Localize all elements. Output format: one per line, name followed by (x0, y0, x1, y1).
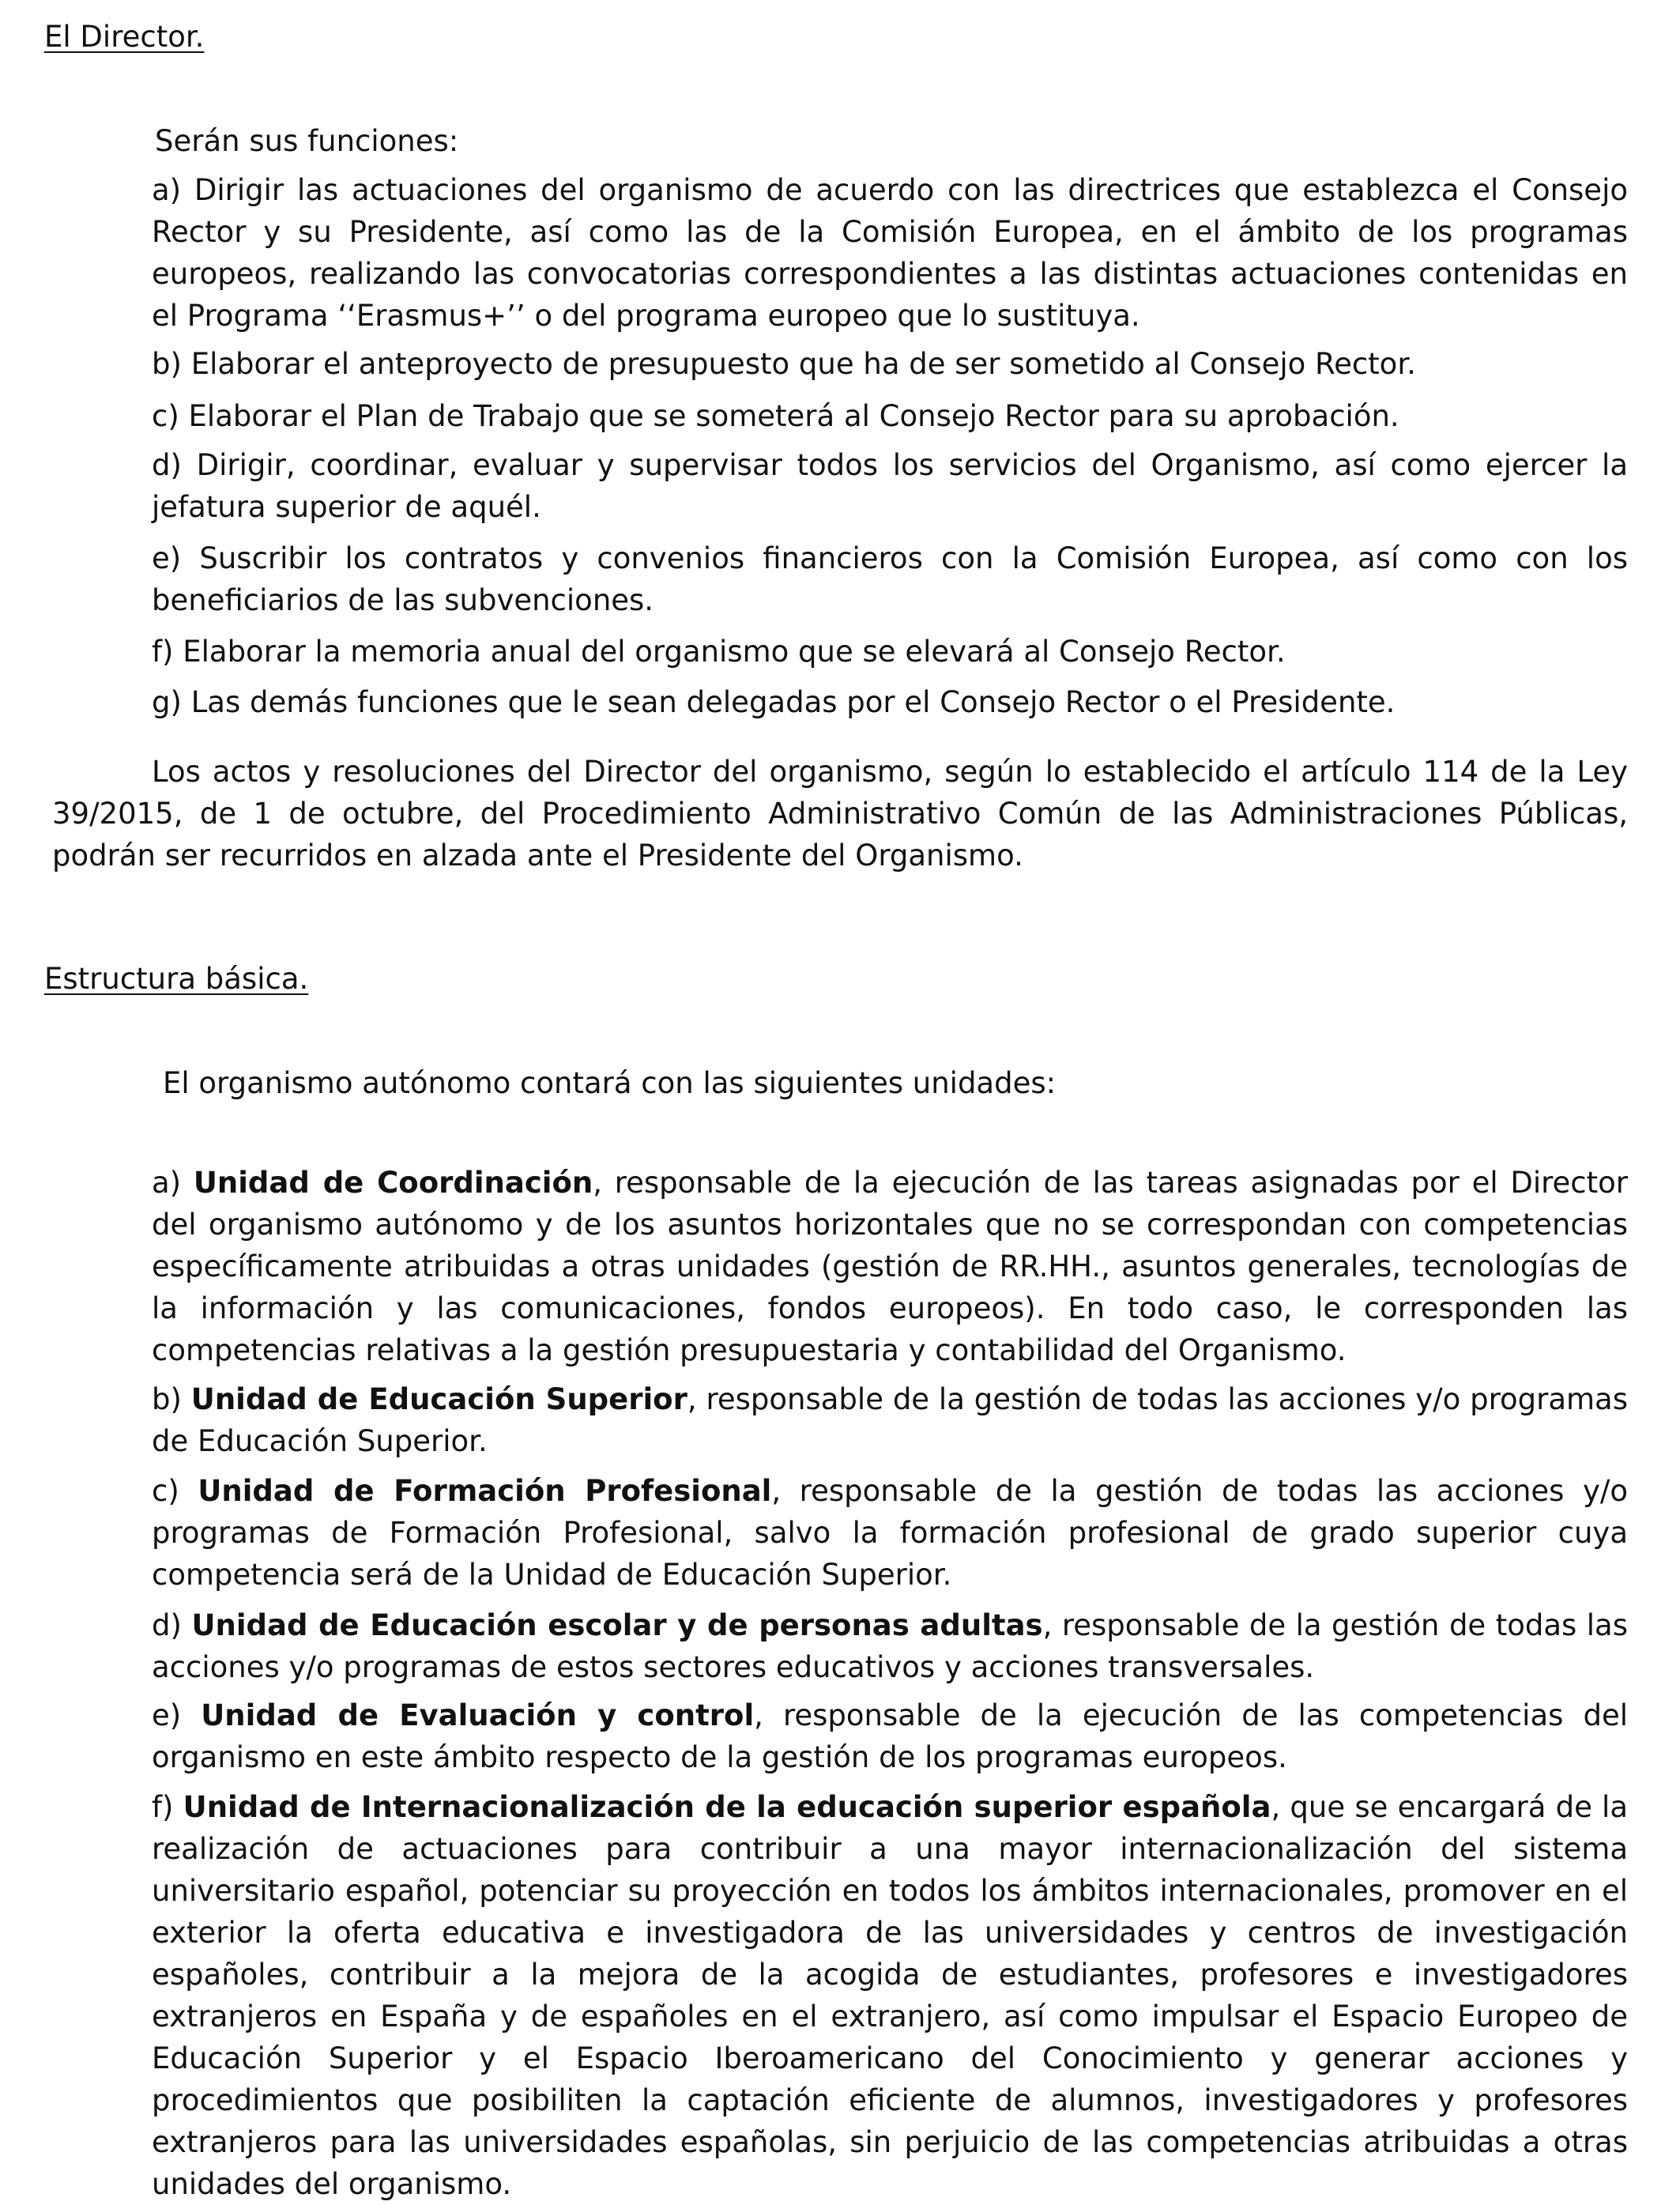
director-heading: El Director. (44, 20, 205, 54)
unit-f (152, 1786, 1628, 2205)
structure-intro: El organismo autónomo contará con las siguientes unidades: (163, 1066, 1057, 1100)
unit-description: , responsable de la gestión de todas las acciones y/o programas de Educación Superior. (152, 1382, 1628, 1458)
function-text: Dirigir, coordinar, evaluar y supervisar todos los servicios del Organismo, así como ejercer la jefatura superior de aquél. (152, 448, 1628, 524)
function-letter: d) (152, 448, 182, 482)
function-letter: c) (152, 399, 179, 433)
function-letter: e) (152, 541, 182, 575)
unit-c (152, 1470, 1628, 1596)
unit-description: , responsable de la ejecución de las competencias del organismo en este ámbito respecto de la gestión de los programas europeos. (152, 1698, 1628, 1774)
unit-description: , responsable de la gestión de todas las acciones y/o programas de estos sectores educativos y acciones transversales. (152, 1608, 1629, 1684)
director-closing-paragraph: Los actos y resoluciones del Director del organismo, según lo establecido el artículo 114 de la Ley 39/2015, de 1 de octubre, del Procedimiento Administrativo Común de las Administraciones Públicas, podrán ser recurridos en alzada ante el Presidente del Organismo. (52, 755, 1628, 873)
unit-name: Unidad de Evaluación y control (201, 1698, 755, 1732)
director-function-c (152, 395, 1628, 437)
function-text: Elaborar el Plan de Trabajo que se someterá al Consejo Rector para su aprobación. (188, 399, 1399, 433)
director-function-f (152, 631, 1628, 673)
function-text: Elaborar la memoria anual del organismo que se elevará al Consejo Rector. (183, 635, 1286, 669)
unit-description: , responsable de la ejecución de las tareas asignadas por el Director del organismo autónomo y de los asuntos horizontales que no se correspondan con competencias específicamente atribuidas a otras unidades (gestión de RR.HH., asuntos generales, tecnologías de la información y las comunicaciones, fondos europeos). En todo caso, le corresponden las competencias relativas a la gestión presupuestaria y contabilidad del Organismo. (152, 1166, 1629, 1367)
unit-letter: d) (152, 1608, 182, 1642)
unit-name: Unidad de Educación escolar y de personas adultas (191, 1608, 1043, 1642)
unit-description: , responsable de la gestión de todas las acciones y/o programas de Formación Profesional, salvo la formación profesional de grado superior cuya competencia será de la Unidad de Educación Superior. (152, 1474, 1628, 1592)
function-text: Elaborar el anteproyecto de presupuesto que ha de ser sometido al Consejo Rector. (190, 347, 1416, 381)
function-letter: g) (152, 685, 182, 719)
function-letter: a) (152, 173, 182, 207)
function-letter: b) (152, 347, 182, 381)
structure-heading: Estructura básica. (44, 962, 309, 996)
director-function-a (152, 169, 1628, 337)
function-text: Las demás funciones que le sean delegadas por el Consejo Rector o el Presidente. (190, 685, 1396, 719)
unit-letter: f) (152, 1790, 174, 1824)
unit-letter: a) (152, 1166, 182, 1200)
unit-name: Unidad de Coordinación (193, 1166, 593, 1200)
function-text: Suscribir los contratos y convenios financieros con la Comisión Europea, así como con los beneficiarios de las subvenciones. (152, 541, 1628, 617)
unit-letter: c) (152, 1474, 179, 1508)
director-function-d (152, 444, 1628, 528)
unit-letter: e) (152, 1698, 182, 1732)
unit-description: , que se encargará de la realización de actuaciones para contribuir a una mayor internacionalización del sistema universitario español, potenciar su proyección en todos los ámbitos internacionales, promover en el exterior la oferta educativa e investigadora de las universidades y centros de investigación españoles, contribuir a la mejora de la acogida de estudiantes, profesores e investigadores extranjeros en España y de españoles en el extranjero, así como impulsar el Espacio Europeo de Educación Superior y el Espacio Iberoamericano del Conocimiento y generar acciones y procedimientos que posibiliten la captación eficiente de alumnos, investigadores y profesores extranjeros para las universidades españolas, sin perjuicio de las competencias atribuidas a otras unidades del organismo. (152, 1790, 1628, 2201)
unit-d (152, 1604, 1628, 1688)
unit-a (152, 1162, 1628, 1371)
unit-letter: b) (152, 1382, 182, 1416)
unit-b (152, 1378, 1628, 1462)
unit-name: Unidad de Educación Superior (190, 1382, 687, 1416)
unit-name: Unidad de Formación Profesional (198, 1474, 772, 1508)
director-intro: Serán sus funciones: (155, 124, 459, 158)
function-text: Dirigir las actuaciones del organismo de acuerdo con las directrices que establezca el Consejo Rector y su Presidente, así como las de la Comisión Europea, en el ámbito de los programas europeos, realizando las convocatorias correspondientes a las distintas actuaciones contenidas en el Programa ‘‘Erasmus+’’ o del programa europeo que lo sustituya. (152, 173, 1628, 333)
unit-name: Unidad de Internacionalización de la educación superior española (183, 1790, 1271, 1824)
director-function-g (152, 681, 1628, 723)
director-function-b (152, 343, 1628, 385)
function-letter: f) (152, 635, 174, 669)
unit-e (152, 1694, 1628, 1778)
director-function-e (152, 537, 1628, 621)
